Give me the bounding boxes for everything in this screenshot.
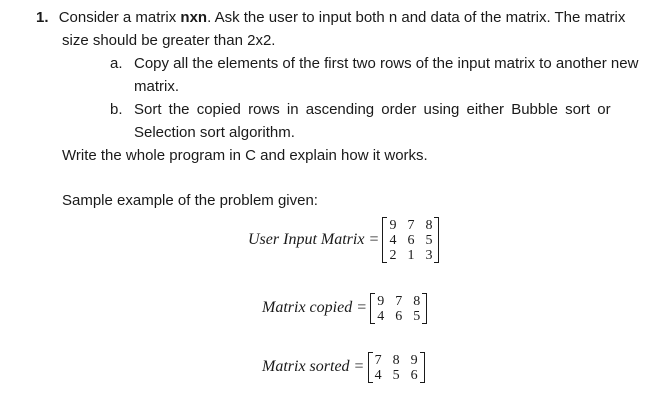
input-matrix-equals: = [369,231,379,248]
matrix-cell: 9 [410,352,418,368]
sorted-matrix-grid [373,352,420,383]
input-matrix-grid [387,217,434,263]
matrix-cell: 2 [389,248,397,263]
sorted-matrix-label: Matrix sorted [262,358,350,375]
matrix-cell: 1 [407,248,415,263]
matrix-cell: 5 [425,233,433,248]
sorted-matrix [368,352,425,383]
intro-text-b: . Ask the user to input both n and data of the matrix. The matrix [207,9,626,26]
copied-matrix-equation [262,290,427,326]
matrix-cell: 5 [392,367,400,383]
copied-matrix [370,293,427,324]
input-matrix-label: User Input Matrix [248,231,365,248]
sample-heading: Sample example of the problem given: [62,192,318,209]
item-a-marker: a. [110,55,123,72]
item-a-line-1: Copy all the elements of the first two rows of the input matrix to another new [134,55,639,72]
item-a-line-2: matrix. [134,78,179,95]
matrix-cell: 6 [395,308,403,324]
matrix-cell: 3 [425,248,433,263]
sorted-matrix-equals: = [354,358,364,375]
input-matrix-equation [248,214,439,266]
copied-matrix-grid [375,293,422,324]
right-bracket [420,352,425,383]
sorted-matrix-equation [262,349,425,385]
item-b-line-1: Sort the copied rows in ascending order using either Bubble sort or [134,101,611,118]
item-b-line-2: Selection sort algorithm. [134,124,295,141]
right-bracket [434,217,439,263]
matrix-cell: 4 [377,308,385,324]
matrix-cell: 7 [374,352,382,368]
intro-text-a: Consider a matrix [58,9,181,26]
input-matrix [382,217,439,263]
matrix-cell: 7 [395,293,403,309]
item-b-marker: b. [110,101,123,118]
matrix-cell: 8 [425,218,433,233]
matrix-cell: 9 [389,218,397,233]
matrix-cell: 8 [392,352,400,368]
matrix-cell: 9 [377,293,385,309]
copied-matrix-equals: = [357,299,367,316]
closing-line: Write the whole program in C and explain how it works. [62,147,428,164]
question-line-1 [36,8,625,28]
matrix-cell: 4 [389,233,397,248]
intro-bold: nxn [180,9,208,26]
matrix-cell: 6 [410,367,418,383]
matrix-cell: 8 [413,293,421,309]
copied-matrix-label: Matrix copied [262,299,353,316]
matrix-cell: 5 [413,308,421,324]
question-number: 1. [36,9,49,26]
right-bracket [422,293,427,324]
question-line-2: size should be greater than 2x2. [62,32,276,49]
matrix-cell: 6 [407,233,415,248]
matrix-cell: 4 [374,367,382,383]
matrix-cell: 7 [407,218,415,233]
